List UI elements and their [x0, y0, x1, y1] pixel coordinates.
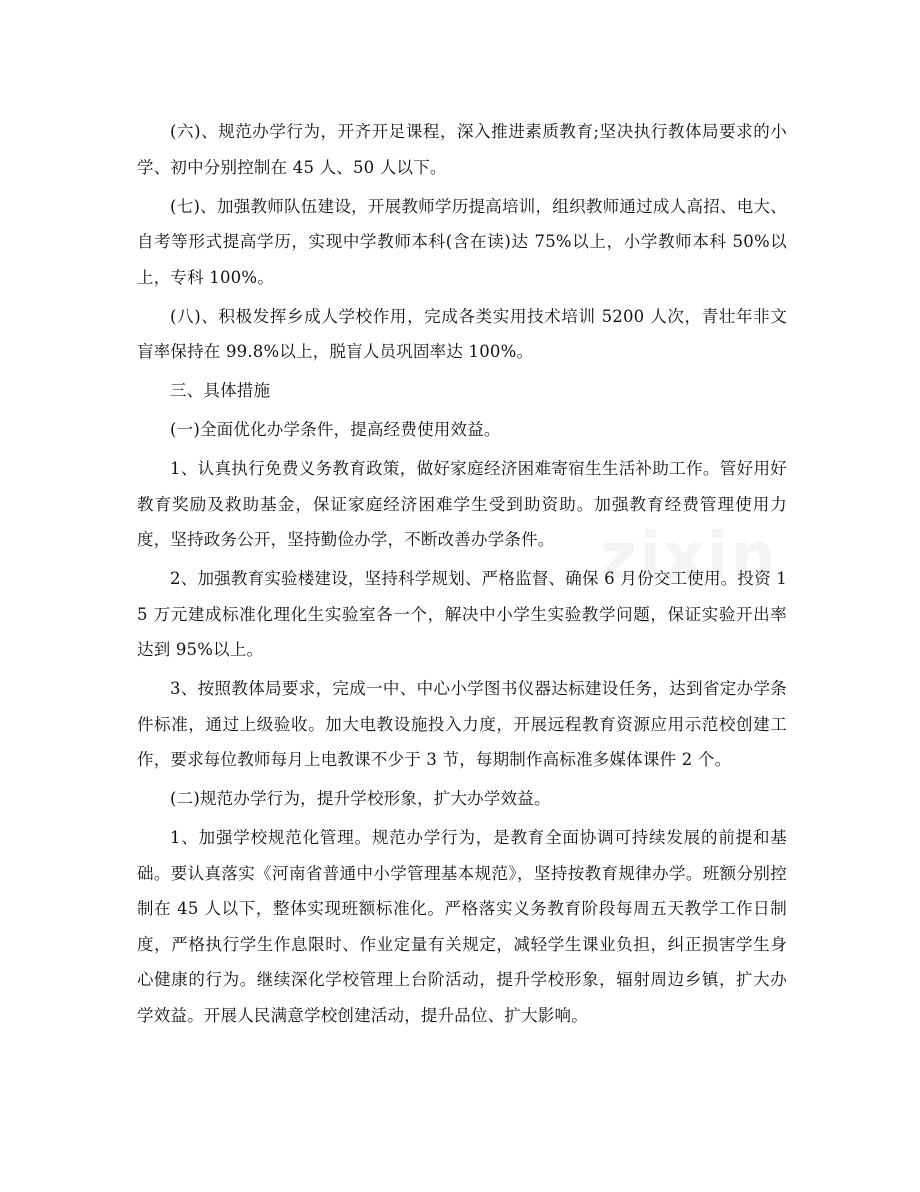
- paragraph-6: (六)、规范办学行为，开齐开足课程，深入推进素质教育;坚决执行教体局要求的小学、初中分别控制在 45 人、50 人以下。: [137, 122, 787, 177]
- paragraph-measure-2: 2、加强教育实验楼建设，坚持科学规划、严格监督、确保 6 月份交工使用。投资 15 万元建成标准化理化生实验室各一个，解决中小学生实验教学问题，保证实验开出率达到 95%以上。: [137, 569, 787, 659]
- subheading-conditions: (一)全面优化办学条件，提高经费使用效益。: [170, 420, 501, 439]
- paragraph-standardize-1: 1、加强学校规范化管理。规范办学行为，是教育全面协调可持续发展的前提和基础。要认真落实《河南省普通中小学管理基本规范》，坚持按教育规律办学。班额分别控制在 45 人以下，整体实现班额标准化。严格落实义务教育阶段每周五天教学工作日制度，严格执行学生作息限时、作业定量有关规定，减轻学生课业负担，纠正损害学生身心健康的行为。继续深化学校管理上台阶活动，提升学校形象，辐射周边乡镇，扩大办学效益。开展人民满意学校创建活动，提升品位、扩大影响。: [137, 828, 787, 1025]
- paragraph-measure-1: 1、认真执行免费义务教育政策，做好家庭经济困难寄宿生生活补助工作。管好用好教育奖励及救助基金，保证家庭经济困难学生受到助资助。加强教育经费管理使用力度，坚持政务公开，坚持勤俭办学，不断改善办学条件。: [137, 459, 787, 549]
- paragraph-7: (七)、加强教师队伍建设，开展教师学历提高培训，组织教师通过成人高招、电大、自考等形式提高学历，实现中学教师本科(含在读)达 75%以上，小学教师本科 50%以上，专科 100%。: [137, 196, 787, 287]
- section-heading-measures: 三、具体措施: [170, 381, 271, 400]
- paragraph-8: (八)、积极发挥乡成人学校作用，完成各类实用技术培训 5200 人次，青壮年非文盲率保持在 99.8%以上，脱盲人员巩固率达 100%。: [137, 306, 787, 361]
- subheading-standardize: (二)规范办学行为，提升学校形象，扩大办学效益。: [170, 789, 551, 808]
- paragraph-measure-3: 3、按照教体局要求，完成一中、中心小学图书仪器达标建设任务，达到省定办学条件标准，通过上级验收。加大电教设施投入力度，开展远程教育资源应用示范校创建工作，要求每位教师每月上电教课不少于 3 节，每期制作高标准多媒体课件 2 个。: [137, 679, 787, 769]
- document-body: [137, 114, 787, 1037]
